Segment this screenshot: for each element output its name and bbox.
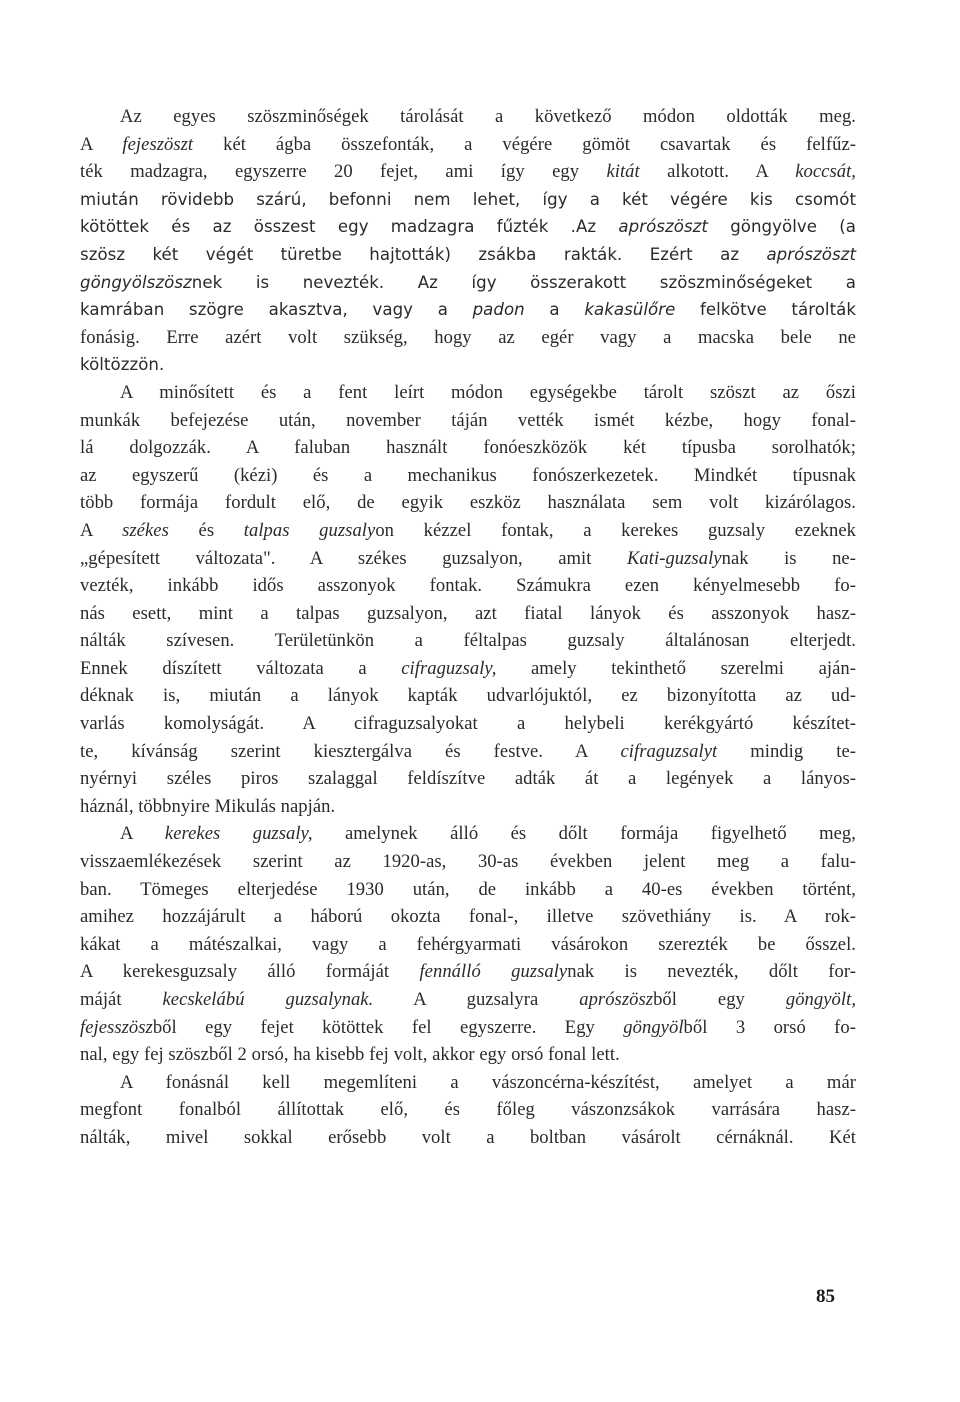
text-run: háznál, többnyire Mikulás napján. [80, 795, 336, 817]
text-line [80, 627, 856, 655]
text-run: ték madzagra, egyszerre 20 fejet, ami így egy [80, 161, 607, 183]
text-line [80, 489, 856, 517]
text-run: miután rövidebb szárú, befonni nem lehet, így a két végére kis csomót [80, 189, 856, 209]
text-run: ből 3 orsó fo- [683, 1016, 857, 1038]
text-line [80, 738, 856, 766]
text-run: varlás komolyságát. A cifraguzsalyokat a helybeli kerékgyártó készítet- [80, 713, 856, 735]
text-line [80, 1096, 856, 1124]
text-line [80, 820, 856, 848]
text-line [80, 434, 856, 462]
text-line [80, 1041, 856, 1069]
text-run: mindig te- [717, 740, 856, 762]
italic-term: fejesszösz [80, 1016, 153, 1038]
text-run: nás esett, mint a talpas guzsalyon, azt fiatal lányok és asszonyok hasz- [80, 602, 856, 624]
text-run: nak is ne- [721, 547, 856, 569]
text-line [80, 1124, 856, 1152]
text-run: A kerekesguzsaly álló formáját [80, 961, 420, 983]
text-run: ből egy [653, 989, 786, 1010]
text-line [80, 379, 856, 407]
text-run: két ágba összefonták, a végére gömöt csavartak és felfűz- [193, 133, 856, 155]
italic-term: kitát [606, 161, 640, 183]
text-run: ből egy fejet kötöttek fel egyszerre. Egy [152, 1016, 624, 1038]
italic-term: cifraguzsaly, [401, 657, 497, 679]
italic-term: talpas guzsaly [243, 519, 376, 541]
italic-term: cifraguzsalyt [620, 740, 718, 762]
text-run: déknak is, miután a lányok kapták udvarlójuktól, ez bizonyította az ud- [80, 685, 856, 707]
text-run: megfont fonalból állítottak elő, és főleg vászonzsákok varrására hasz- [80, 1099, 856, 1121]
text-run: költözzön. [80, 355, 165, 375]
text-run: A minősített és a fent leírt módon egységekbe tárolt szöszt az őszi [120, 381, 856, 403]
text-run: A fonásnál kell megemlíteni a vászoncérna-készítést, amelyet a már [120, 1071, 856, 1093]
text-run: lá dolgozzák. A faluban használt fonóeszközök két típusba sorolhatók; [80, 437, 856, 459]
text-run: ban. Tömeges elterjedése 1930 után, de inkább a 40-es években történt, [80, 878, 856, 900]
text-run: kákat a mátészalkai, vagy a fehérgyarmati vásárokon szerezték be ősszel. [80, 933, 856, 955]
text-run: fonásig. Erre azért volt szükség, hogy az egér vagy a macska bele ne [80, 326, 856, 348]
text-run: máját [80, 989, 163, 1010]
text-run: A guzsalyra [373, 989, 580, 1010]
text-line [80, 131, 856, 159]
italic-term: kecskelábú guzsalynak. [162, 989, 374, 1010]
text-line [80, 407, 856, 435]
text-line [80, 186, 856, 214]
text-run: nal, egy fej szöszből 2 orsó, ha kisebb fej volt, akkor egy orsó fonal lett. [80, 1044, 620, 1066]
text-run: kötöttek és az összest egy madzagra fűzték .Az [80, 217, 619, 237]
italic-term: székes [122, 519, 169, 541]
italic-term: göngyölszösz [80, 272, 192, 292]
text-run: Az egyes szöszminőségek tárolását a következő módon oldották meg. [120, 106, 856, 127]
text-run: A [80, 133, 123, 155]
page-number: 85 [816, 1286, 835, 1307]
text-run: felkötve tárolták [675, 300, 857, 320]
text-line [80, 903, 856, 931]
italic-term: fejeszöszt [122, 133, 194, 155]
text-run: vezték, inkább idős asszonyok fontak. Számukra ezen kényelmesebb fo- [80, 575, 856, 597]
text-line [80, 600, 856, 628]
text-line [80, 351, 856, 379]
text-run: visszaemlékezések szerint az 1920-as, 30-as években jelent meg a falu- [80, 851, 856, 873]
text-line [80, 545, 856, 573]
text-line [80, 296, 856, 324]
text-run: on kézzel fontak, a kerekes guzsaly ezeknek [375, 519, 856, 541]
text-run: az egyszerű (kézi) és a mechanikus fonószerkezetek. Mindkét típusnak [80, 464, 856, 486]
text-run: amihez hozzájárult a háború okozta fonal-, illetve szövethiány is. A rok- [80, 906, 856, 928]
text-run: göngyölve (a [707, 217, 856, 237]
text-run: nyérnyi széles piros szalaggal feldíszítve adták át a legények a lányos- [80, 768, 856, 790]
italic-term: aprószöszt [766, 244, 856, 264]
text-run: nálták, mivel sokkal erősebb volt a boltban vásárolt cérnáknál. Két [80, 1126, 856, 1148]
italic-term: kerekes guzsaly, [164, 823, 313, 845]
text-run: A [80, 519, 123, 541]
italic-term: göngyöl [623, 1016, 684, 1038]
text-run: te, kívánság szerint kiesztergálva és festve. A [80, 740, 621, 762]
text-line [80, 710, 856, 738]
text-line [80, 655, 856, 683]
text-run: alkotott. A [639, 161, 796, 183]
text-line [80, 1014, 856, 1042]
text-run: nálták szívesen. Területünkön a féltalpas guzsaly általánosan elterjedt. [80, 630, 856, 652]
text-run: kamrában szögre akasztva, vagy a [80, 300, 473, 320]
text-line [80, 241, 856, 269]
text-line [80, 1069, 856, 1097]
text-line [80, 765, 856, 793]
text-line [80, 931, 856, 959]
text-run: Ennek díszített változata a [80, 657, 402, 679]
text-line [80, 848, 856, 876]
text-run: és [168, 519, 244, 541]
text-line [80, 213, 856, 241]
italic-term: aprószöszt [618, 217, 708, 237]
text-line [80, 682, 856, 710]
text-line [80, 572, 856, 600]
text-line [80, 158, 856, 186]
text-run: több formája fordult elő, de egyik eszköz használata sem volt kizárólagos. [80, 492, 856, 514]
text-line [80, 462, 856, 490]
text-line [80, 958, 856, 986]
text-line [80, 986, 856, 1014]
text-line [80, 793, 856, 821]
text-run: „gépesített változata". A székes guzsalyon, amit [80, 547, 627, 569]
text-line [80, 269, 856, 297]
italic-term: göngyölt, [785, 989, 857, 1010]
text-run: amely tekinthető szerelmi aján- [496, 657, 857, 679]
text-run: nek is nevezték. Az így összerakott szöszminőségeket a [191, 272, 856, 292]
body-text [80, 103, 856, 1152]
text-run: szösz két végét türetbe hajtották) zsákba rakták. Ezért az [80, 244, 767, 264]
italic-term: aprószösz [579, 989, 654, 1010]
text-line [80, 324, 856, 352]
italic-term: padon [472, 300, 525, 320]
text-run: A [120, 823, 165, 845]
text-run: munkák befejezése után, november táján vették ismét kézbe, hogy fonal- [80, 409, 856, 431]
text-line [80, 517, 856, 545]
text-run: a [524, 300, 585, 320]
text-line [80, 103, 856, 131]
text-run: nak is nevezték, dőlt for- [567, 961, 856, 983]
italic-term: fennálló guzsaly [419, 961, 568, 983]
italic-term: koccsát, [795, 161, 856, 183]
text-line [80, 876, 856, 904]
italic-term: kakasülőre [584, 300, 676, 320]
text-run: amelynek álló és dőlt formája figyelhető meg, [312, 823, 856, 845]
italic-term: Kati-guzsaly [626, 547, 722, 569]
